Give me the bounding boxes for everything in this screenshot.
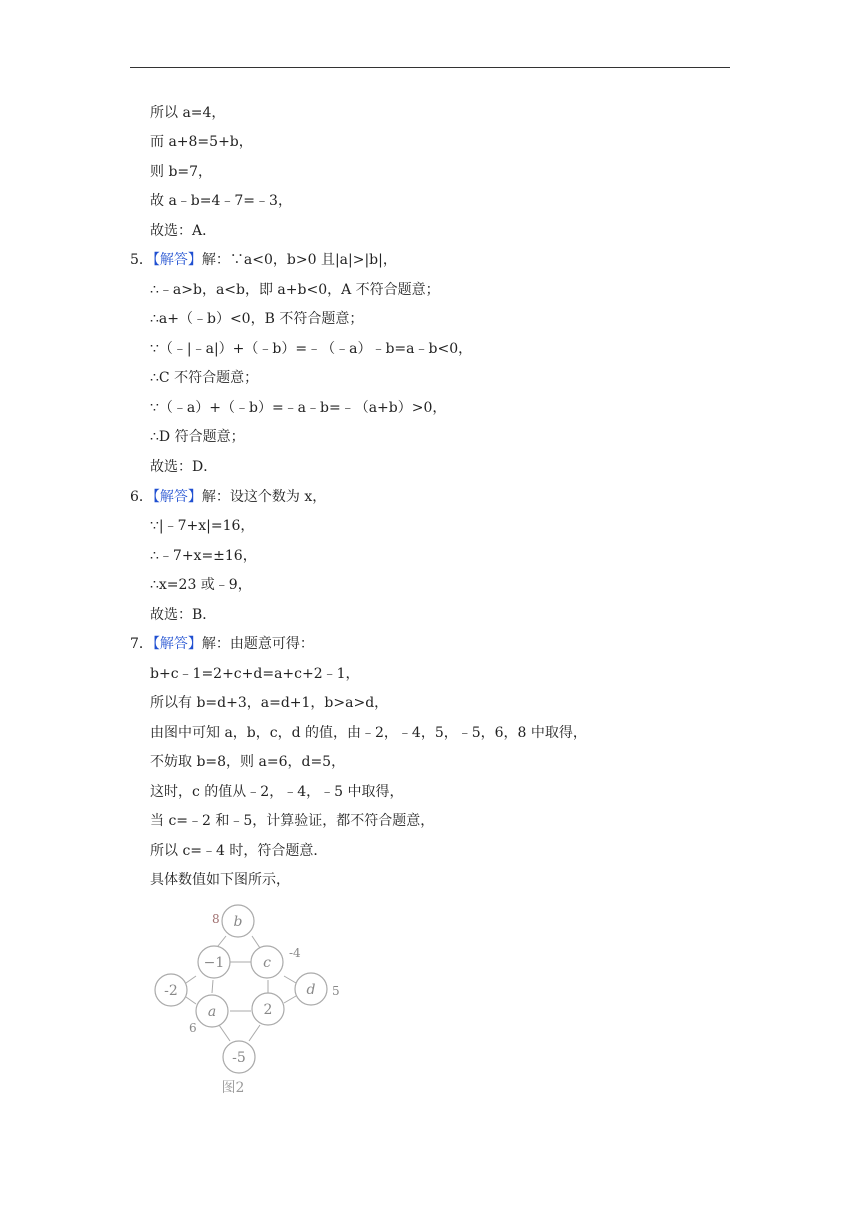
question-number: 6． xyxy=(130,489,153,505)
text-line: 则 b=7， xyxy=(150,164,213,180)
text-line: ∵（﹣|﹣a|）+（﹣b）=﹣（﹣a）﹣b=a﹣b<0， xyxy=(150,341,473,357)
text-line: 当 c=﹣2 和﹣5，计算验证，都不符合题意， xyxy=(150,813,435,829)
question-number: 5． xyxy=(130,252,153,268)
answer-tag: 【解答】 xyxy=(152,489,202,505)
question-head: 解：∵a<0，b>0 且|a|>|b|， xyxy=(201,252,397,268)
node-label: c xyxy=(263,955,271,971)
outer-label: -4 xyxy=(289,946,301,960)
text-line: 故选：A． xyxy=(150,223,217,239)
text-line: ∴D 符合题意； xyxy=(150,429,245,445)
edge xyxy=(186,976,196,983)
text-line: 这时，c 的值从﹣2，﹣4，﹣5 中取得， xyxy=(150,784,404,800)
node-label: -2 xyxy=(164,983,178,999)
text-line: 而 a+8=5+b， xyxy=(150,134,253,150)
text-line: ∴﹣7+x=±16， xyxy=(150,548,257,564)
text-line: ∴x=23 或﹣9， xyxy=(150,577,252,593)
text-line: ∵（﹣a）+（﹣b）=﹣a﹣b=﹣（a+b）>0， xyxy=(150,400,447,416)
text-line: 故 a﹣b=4﹣7=﹣3， xyxy=(150,193,292,209)
node-label: d xyxy=(306,982,316,998)
edge xyxy=(219,1025,230,1041)
question-head: 解：由题意可得： xyxy=(201,636,314,652)
question-number: 7． xyxy=(130,636,153,652)
node-label: b xyxy=(233,914,243,930)
node-label: −1 xyxy=(203,955,225,971)
text-line: 所以 c=﹣4 时，符合题意． xyxy=(150,843,328,859)
outer-label: 5 xyxy=(332,984,340,998)
header-rule xyxy=(130,67,730,68)
number-graph-figure xyxy=(148,900,368,1100)
edge xyxy=(249,1025,260,1041)
question-7-header xyxy=(130,634,314,654)
text-line: 由图中可知 a，b，c，d 的值，由﹣2，﹣4，5，﹣5，6，8 中取得， xyxy=(150,725,587,741)
outer-label: 6 xyxy=(189,1021,197,1035)
question-5-header xyxy=(130,250,397,270)
text-line: 故选：B． xyxy=(150,607,217,623)
text-line: ∴a+（﹣b）<0，B 不符合题意； xyxy=(150,311,364,327)
text-line: b+c﹣1=2+c+d=a+c+2﹣1， xyxy=(150,666,360,682)
text-line: 所以 a=4， xyxy=(150,105,226,121)
edge xyxy=(284,996,296,1003)
text-line: 故选：D． xyxy=(150,459,218,475)
text-line: ∴C 不符合题意； xyxy=(150,370,259,386)
question-6-header xyxy=(130,487,326,507)
figure-caption: 图2 xyxy=(221,1080,245,1096)
answer-tag: 【解答】 xyxy=(152,636,202,652)
answer-tag: 【解答】 xyxy=(152,252,202,268)
node-label: a xyxy=(207,1004,217,1020)
text-line: ∴﹣a>b，a<b，即 a+b<0，A 不符合题意； xyxy=(150,282,440,298)
edge xyxy=(212,980,213,993)
outer-label: 8 xyxy=(212,912,220,926)
node-label: -5 xyxy=(232,1050,246,1066)
edge xyxy=(186,997,196,1004)
text-line: 所以有 b=d+3，a=d+1，b>a>d， xyxy=(150,695,389,711)
node-label: 2 xyxy=(263,1002,273,1018)
question-head: 解：设这个数为 x， xyxy=(201,489,327,505)
text-line: ∵|﹣7+x|=16， xyxy=(150,518,255,534)
edge xyxy=(284,976,296,983)
text-line: 不妨取 b=8，则 a=6，d=5， xyxy=(150,754,346,770)
text-line: 具体数值如下图所示， xyxy=(150,872,290,888)
